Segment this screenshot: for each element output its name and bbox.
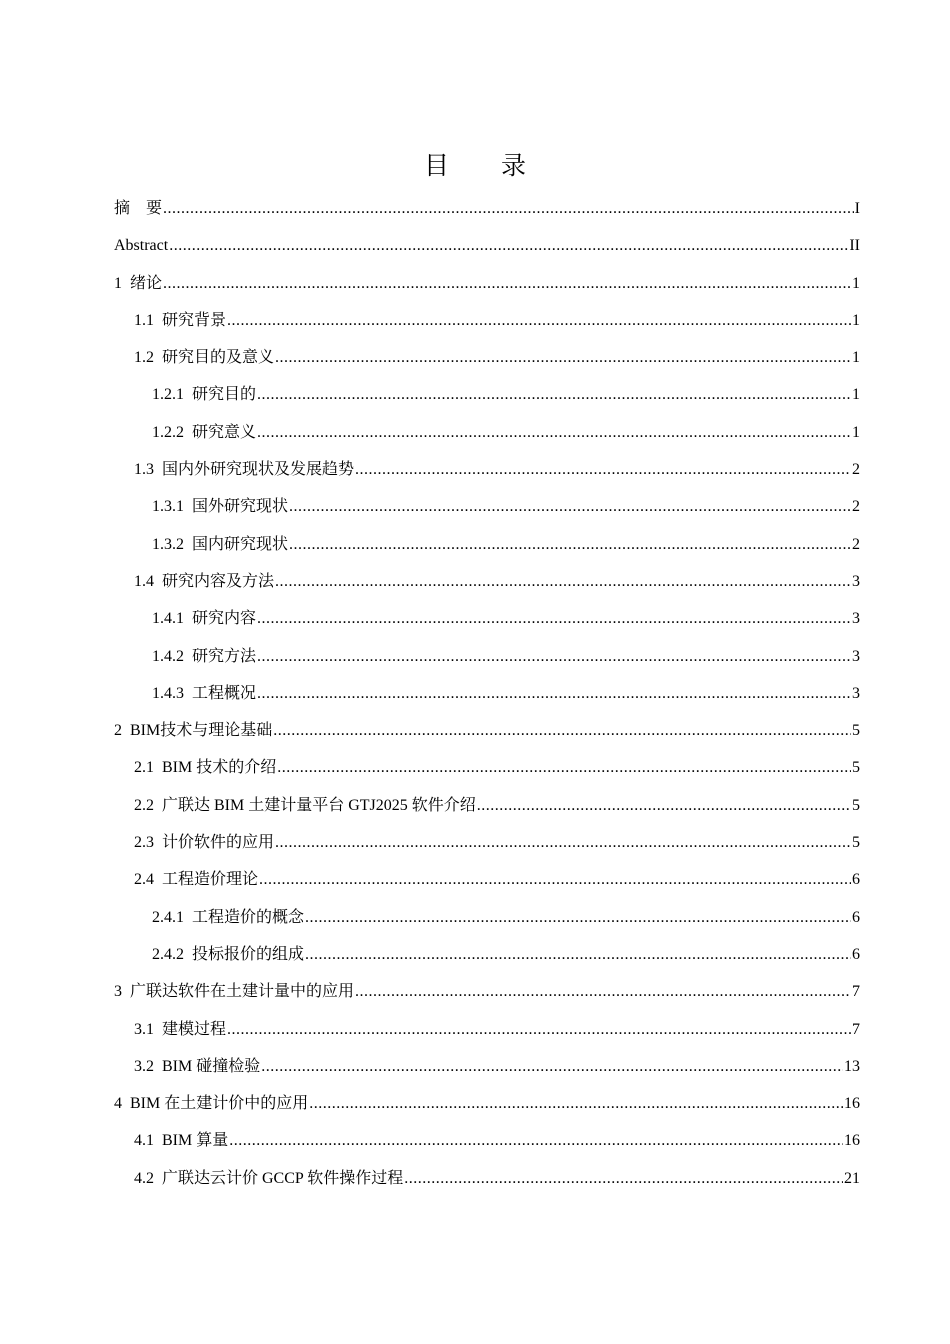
toc-leader-dots	[257, 603, 851, 635]
toc-entry-page: II	[849, 237, 860, 255]
toc-entry-text: 计价软件的应用	[162, 834, 275, 852]
toc-entry-text: 工程造价的概念	[192, 908, 305, 926]
toc-entry-text: 研究背景	[162, 311, 227, 329]
toc-entry-number: 1.4	[134, 572, 154, 590]
toc-entry-text: 建模过程	[162, 1020, 227, 1038]
toc-entry-number: 1.4.3	[152, 684, 184, 702]
toc-leader-dots	[309, 1088, 843, 1120]
toc-entry-number: 2.3	[134, 834, 154, 852]
toc-leader-dots	[289, 529, 851, 561]
toc-entry-number: 3.1	[134, 1020, 154, 1038]
toc-entry-page: 5	[852, 722, 860, 740]
toc-entry[interactable]	[114, 230, 860, 267]
toc-entry-number: 1.1	[134, 311, 154, 329]
toc-entry-number: 4.1	[134, 1132, 154, 1150]
toc-title: 目 录	[424, 151, 548, 180]
toc-leader-dots	[277, 752, 851, 784]
toc-entry-page: 6	[852, 945, 860, 963]
toc-entry-text: 广联达软件在土建计量中的应用	[130, 983, 355, 1001]
toc-entry-text: 摘 要	[114, 200, 163, 217]
toc-leader-dots	[163, 268, 851, 300]
toc-entry-page: 6	[852, 871, 860, 889]
toc-entry-number: 1.2.1	[152, 386, 184, 404]
toc-entry[interactable]	[114, 379, 860, 416]
toc-entry-page: 16	[844, 1095, 860, 1113]
toc-entry-text: 绪论	[130, 274, 163, 292]
toc-leader-dots	[477, 790, 851, 822]
toc-entry-text: 研究方法	[192, 647, 257, 665]
toc-leader-dots	[257, 379, 851, 411]
toc-entry-number: 2.4	[134, 871, 154, 889]
toc-entry-text: 工程造价理论	[162, 871, 259, 889]
toc-entry-page: 2	[852, 498, 860, 516]
toc-entry[interactable]	[114, 1088, 860, 1125]
toc-entry-number: 1.3.2	[152, 535, 184, 553]
toc-entry-number: 2.1	[134, 759, 154, 777]
table-of-contents	[114, 193, 860, 1200]
toc-leader-dots	[259, 864, 851, 896]
toc-leader-dots	[163, 193, 854, 225]
toc-entry[interactable]	[114, 641, 860, 678]
toc-entry-text: 投标报价的组成	[192, 945, 305, 963]
toc-entry-number: 3	[114, 983, 122, 1001]
toc-entry[interactable]	[114, 864, 860, 901]
toc-entry-text: 国外研究现状	[192, 498, 289, 516]
toc-entry-number: 1.2.2	[152, 423, 184, 441]
toc-entry[interactable]	[114, 342, 860, 379]
toc-entry[interactable]	[114, 529, 860, 566]
toc-leader-dots	[355, 976, 851, 1008]
toc-entry-text: BIM 在土建计价中的应用	[130, 1095, 309, 1113]
toc-entry-text: BIM 碰撞检验	[162, 1057, 261, 1075]
toc-entry[interactable]	[114, 902, 860, 939]
toc-entry-number: 2	[114, 722, 122, 740]
toc-leader-dots	[227, 305, 851, 337]
toc-entry-page: 1	[852, 311, 860, 329]
toc-entry-page: 1	[852, 423, 860, 441]
toc-leader-dots	[273, 715, 851, 747]
toc-entry-page: 16	[844, 1132, 860, 1150]
toc-entry-text: 研究内容	[192, 610, 257, 628]
toc-entry-page: 2	[852, 461, 860, 479]
toc-entry-number: 2.2	[134, 796, 154, 814]
toc-entry-text: 研究目的及意义	[162, 349, 275, 367]
toc-leader-dots	[261, 1051, 843, 1083]
toc-leader-dots	[229, 1125, 843, 1157]
toc-entry-number: 2.4.2	[152, 945, 184, 963]
toc-entry[interactable]	[114, 1051, 860, 1088]
toc-leader-dots	[169, 230, 848, 262]
toc-entry-page: 3	[852, 684, 860, 702]
toc-leader-dots	[275, 566, 851, 598]
toc-leader-dots	[275, 827, 851, 859]
toc-entry-page: 1	[852, 274, 860, 292]
toc-entry-page: 3	[852, 610, 860, 628]
toc-entry-page: I	[854, 200, 860, 217]
toc-entry[interactable]	[114, 976, 860, 1013]
toc-leader-dots	[257, 641, 851, 673]
toc-entry-text: 广联达云计价 GCCP 软件操作过程	[162, 1169, 404, 1187]
toc-leader-dots	[275, 342, 851, 374]
toc-entry-number: 1.2	[134, 349, 154, 367]
toc-entry[interactable]	[114, 939, 860, 976]
toc-entry-page: 1	[852, 386, 860, 404]
toc-entry-text: BIM 技术的介绍	[162, 759, 277, 777]
toc-entry-number: 1	[114, 274, 122, 292]
toc-entry-page: 7	[852, 983, 860, 1001]
toc-entry-page: 5	[852, 759, 860, 777]
toc-entry[interactable]	[114, 491, 860, 528]
toc-entry-number: 1.4.2	[152, 647, 184, 665]
toc-entry-number: 1.4.1	[152, 610, 184, 628]
toc-leader-dots	[257, 417, 851, 449]
toc-entry-page: 5	[852, 834, 860, 852]
toc-entry-number: 1.3	[134, 461, 154, 479]
toc-entry-number: 4	[114, 1095, 122, 1113]
toc-entry[interactable]	[114, 305, 860, 342]
toc-entry-text: 工程概况	[192, 684, 257, 702]
toc-entry-page: 3	[852, 647, 860, 665]
toc-entry[interactable]	[114, 603, 860, 640]
toc-entry-text: 研究目的	[192, 386, 257, 404]
toc-entry-number: 4.2	[134, 1169, 154, 1187]
toc-entry[interactable]	[114, 827, 860, 864]
toc-entry[interactable]	[114, 678, 860, 715]
toc-entry-number: 1.3.1	[152, 498, 184, 516]
toc-entry[interactable]	[114, 715, 860, 752]
toc-leader-dots	[305, 939, 851, 971]
toc-entry-page: 3	[852, 572, 860, 590]
toc-entry-page: 13	[844, 1057, 860, 1075]
toc-leader-dots	[305, 902, 851, 934]
toc-entry-text: BIM技术与理论基础	[130, 722, 273, 740]
toc-entry-text: BIM 算量	[162, 1132, 229, 1150]
toc-entry[interactable]	[114, 566, 860, 603]
toc-leader-dots	[404, 1163, 843, 1195]
toc-entry[interactable]	[114, 268, 860, 305]
toc-entry-text: 国内研究现状	[192, 535, 289, 553]
toc-entry[interactable]	[114, 1014, 860, 1051]
toc-entry-text: 研究意义	[192, 423, 257, 441]
toc-entry-number: 2.4.1	[152, 908, 184, 926]
toc-entry-page: 7	[852, 1020, 860, 1038]
toc-entry-page: 1	[852, 349, 860, 367]
toc-entry[interactable]	[114, 752, 860, 789]
toc-entry-page: 2	[852, 535, 860, 553]
toc-entry[interactable]	[114, 790, 860, 827]
toc-entry-page: 6	[852, 908, 860, 926]
toc-leader-dots	[227, 1014, 851, 1046]
toc-entry[interactable]	[114, 1125, 860, 1162]
toc-entry[interactable]	[114, 1163, 860, 1200]
toc-entry-page: 5	[852, 796, 860, 814]
toc-entry[interactable]	[114, 417, 860, 454]
toc-entry-number: 3.2	[134, 1057, 154, 1075]
toc-entry[interactable]	[114, 193, 860, 230]
toc-entry[interactable]	[114, 454, 860, 491]
toc-leader-dots	[257, 678, 851, 710]
toc-entry-page: 21	[844, 1169, 860, 1187]
toc-entry-text: Abstract	[114, 237, 169, 255]
toc-entry-text: 广联达 BIM 土建计量平台 GTJ2025 软件介绍	[162, 796, 476, 814]
toc-leader-dots	[355, 454, 851, 486]
toc-leader-dots	[289, 491, 851, 523]
toc-entry-text: 国内外研究现状及发展趋势	[162, 461, 355, 479]
toc-entry-text: 研究内容及方法	[162, 572, 275, 590]
